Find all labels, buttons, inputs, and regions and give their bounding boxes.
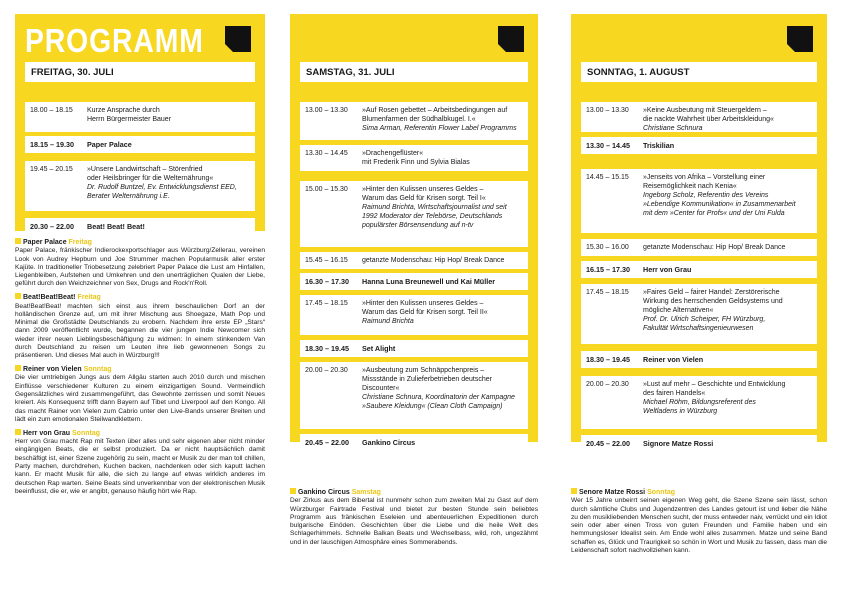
band-name: Reiner von Vielen [23,366,84,374]
schedule-item: »Auf Rosen gebettet – Arbeitsbedingungen auf Blumenfarmen der Südhalbkugel. I.« Sima Arman, Referentin Flower Label Programms [362,107,517,132]
schedule-row [300,295,528,335]
schedule-row [581,261,817,278]
band-description [571,488,827,555]
schedule-row [581,435,817,453]
band-day: Samstag [351,489,381,496]
schedule-time: 18.15 – 19.30 [30,140,74,149]
schedule-item: Kurze Ansprache durch Herrn Bürgermeister Bauer [87,107,172,123]
schedule-time: 20.30 – 22.00 [30,222,74,231]
yellow-square-icon [15,429,21,435]
speaker-info: Raimund Brichta [362,318,414,325]
band-heading [15,293,265,302]
band-heading [15,238,265,247]
corner-mark-icon [225,26,251,52]
schedule-row [25,161,255,211]
schedule-row [300,102,528,140]
band-text: Herr von Grau macht Rap mit Texten über alles und sehr eigenen aber nicht minder eingängigen Beats, die er selbst produziert. Da er nicht hauptsächlich damit beschäftigt ist, einer Szene zugehörig zu sein, macht er Musik zu der man toll chillen, Party machen, durchdrehen, Kuchen backen, nachdenken oder sich kaputt lachen kann. Er macht Musik für alle, die sich zu lange auf etwas wirklich anderes im deutschen Rap warten. Seine Beats sind unverkennbar von der elektronischen Musik beeinflusst, die er, wie er angibt, genauso häufig hört wie Rap. [15,438,265,495]
schedule-time: 15.45 – 16.15 [305,257,348,264]
yellow-square-icon [571,488,577,494]
schedule-time: 17.45 – 18.15 [586,289,629,296]
band-descriptions-col2 [290,488,538,552]
band-description [15,429,265,496]
day-header-friday: FREITAG, 30. JULI [25,62,255,82]
schedule-row [300,340,528,357]
speaker-info: Christiane Schnura, Koordinatorin der Kampagne »Saubere Kleidung« (Clean Cloth Campaign) [362,394,515,410]
schedule-item: »Hinter den Kulissen unseres Geldes – Warum das Geld für Krisen sorgt. Teil II« Raimund Brichta [362,300,488,325]
schedule-time: 18.00 – 18.15 [30,107,73,114]
band-name: Senore Matze Rossi [579,489,648,496]
schedule-item: Hanna Luna Breunewell und Kai Müller [362,277,495,286]
schedule-row [300,181,528,247]
band-day: Sonntag [647,489,676,496]
schedule-item: getanzte Modenschau: Hip Hop/ Break Dance [362,257,505,264]
schedule-item: Gankino Circus [362,438,416,447]
schedule-item: Reiner von Vielen [643,355,704,364]
band-text: Beat!Beat!Beat! machten sich einst aus ihrem beschaulichen Dorf an der holländischen Grenze auf, um mit ihrer Mischung aus Shoegaze, Math Pop und Minimal die Großstädte Deutschlands zu erobern. Nachdem ihre erste EP „Stars“ dann 2009 veröffentlicht wurde, begannen die vier jungen Indie Newcomer sich wieder ihrer neuen Lieblingsbeschäftigung zu widmen: In einem stinkendem Van durch Deutschland zu reisen um Leuten ihre lieb gewonnenen Songs zu präsentieren. Und dieses Mal auch in Würzburg!!! [15,302,265,360]
schedule-time: 20.00 – 20.30 [586,381,629,388]
speaker-info: Christiane Schnura [643,125,703,132]
band-description [15,365,265,424]
band-name: Herr von Grau [23,429,73,437]
schedule-item: »Unsere Landwirtschaft – Störenfried oder Heilsbringer für die Welternährung« Dr. Rudolf Buntzel, Ev. Entwicklungsdienst EED, Berater Welternährung i.E. [87,166,237,200]
saturday-panel [290,14,538,447]
speaker-info: Sima Arman, Referentin Flower Label Programms [362,125,517,132]
schedule-row [300,145,528,171]
band-descriptions-col1 [15,238,265,501]
schedule-item: Set Alight [362,344,396,353]
schedule-item: Beat! Beat! Beat! [87,222,145,231]
friday-panel [15,14,265,231]
schedule-item: Paper Palace [87,140,132,149]
yellow-square-icon [290,488,296,494]
schedule-row [300,273,528,290]
speaker-info: Raimund Brichta, Wirtschaftsjournalist und seit 1992 Moderator der Telebörse, Deutschlands populärster Börsensendung auf n-tv [362,204,507,229]
schedule-time: 13.30 – 14.45 [586,141,630,150]
schedule-time: 17.45 – 18.15 [305,300,348,307]
schedule-item: »Jenseits von Afrika – Vorstellung einer Reisemöglichkeit nach Kenia« Ingeborg Scholz, Referentin des Vereins »Lebendige Kommunikation« in Zusammenarbeit mit dem »Center for Profs« und der Uni Fulda [643,174,796,217]
schedule-row [581,102,817,132]
band-text: Wer 15 Jahre unbeirrt seinen eigenen Weg geht, die Szene Szene sein lässt, schon durch sämtliche Clubs und Jugendzentren des Landes getourt ist und lieber die Nähe zu den musikliebenden Menschen sucht, der muss entweder naiv, verrückt und ein Idiot sein oder aber einen Tross von guten Freunden und Familie haben und ein hemmungsloser Idealist sein. Am Ende wohl alles zusammen. Matze und seine Band schaffen es, Glück und Traurigkeit so schön in Wort und Musik zu fassen, dass man die Leidenschaft sofort nachvollziehen kann. [571,497,827,555]
schedule-row [581,169,817,233]
schedule-time: 13.00 – 13.30 [305,107,348,114]
speaker-info: Dr. Rudolf Buntzel, Ev. Entwicklungsdienst EED, Berater Welternährung i.E. [87,184,237,200]
band-description [290,488,538,547]
speaker-info: Michael Röhm, Bildungsreferent des Weltladens in Würzburg [643,399,756,415]
schedule-row [25,136,255,153]
band-name: Gankino Circus [298,489,352,496]
schedule-row [581,351,817,368]
schedule-time: 20.45 – 22.00 [586,439,630,448]
speaker-info: Prof. Dr. Ulrich Scheiper, FH Würzburg, Fakultät Wirtschaftsingenieurwesen [643,316,766,332]
schedule-time: 13.00 – 13.30 [586,107,629,114]
schedule-row [300,434,528,452]
schedule-row [581,284,817,344]
band-heading [15,429,265,438]
band-description [15,293,265,360]
schedule-time: 16.30 – 17.30 [305,277,349,286]
band-name: Paper Palace [23,239,69,246]
band-day: Freitag [68,239,92,246]
yellow-square-icon [15,238,21,244]
schedule-time: 13.30 – 14.45 [305,150,348,157]
schedule-row [581,376,817,429]
schedule-time: 19.45 – 20.15 [30,166,73,173]
band-heading [15,365,265,374]
schedule-row [25,102,255,132]
schedule-time: 20.45 – 22.00 [305,438,349,447]
schedule-item: »Drachengeflüster« mit Frederik Finn und Sylvia Bialas [362,150,470,166]
schedule-item: Triskilian [643,141,675,150]
schedule-row [25,218,255,236]
schedule-item: »Faires Geld – fairer Handel: Zerstörerische Wirkung des herrschenden Geldsystems und mögliche Alternativen« Prof. Dr. Ulrich Scheiper, FH Würzburg, Fakultät Wirtschaftsingenieurwesen [643,289,783,332]
schedule-row [581,239,817,256]
schedule-row [300,362,528,429]
yellow-square-icon [15,365,21,371]
schedule-item: Herr von Grau [643,265,692,274]
band-text: Der Zirkus aus dem Bibertal ist nunmehr schon zum zweiten Mal zu Gast auf dem Würzburger Fairtrade Festival und bietet zur besten Stunde sein beliebtes Programm aus fränkischen Eseleien und abenteuerlichen Expeditionen durch bulgarische Einöden. Geschichten über die Liebe und die heile Welt des Schlagerhimmels. Schnelle Balkan Beats und Wechselbass, wild, roh, ungezähmt und in der lauschigen Atmosphäre eines Sommerabends. [290,497,538,546]
band-descriptions-col3 [571,488,827,560]
schedule-item: »Ausbeutung zum Schnäppchenpreis – Missstände in Zulieferbetrieben deutscher Discounter« Christiane Schnura, Koordinatorin der Kampagne »Saubere Kleidung« (Clean Cloth Campaign) [362,367,515,410]
schedule-time: 15.00 – 15.30 [305,186,348,193]
sunday-panel [571,14,827,448]
yellow-square-icon [15,293,21,299]
day-header-saturday: SAMSTAG, 31. JULI [300,62,528,82]
day-header-sunday: SONNTAG, 1. AUGUST [581,62,817,82]
schedule-time: 16.15 – 17.30 [586,265,630,274]
schedule-row [300,252,528,269]
corner-mark-icon [498,26,524,52]
band-day: Sonntag [72,429,101,437]
page-title: PROGRAMM [25,22,204,59]
schedule-item: »Keine Ausbeutung mit Steuergeldern – die nackte Wahrheit über Arbeitskleidung« Christiane Schnura [643,107,774,132]
band-heading [571,488,827,497]
schedule-time: 14.45 – 15.15 [586,174,629,181]
schedule-item: »Lust auf mehr – Geschichte und Entwicklung des fairen Handels« Michael Röhm, Bildungsreferent des Weltladens in Würzburg [643,381,786,415]
band-description [15,238,265,289]
corner-mark-icon [787,26,813,52]
band-text: Die vier umtriebigen Jungs aus dem Allgäu starten auch 2010 durch und mischen Einflüsse verschiedener Kulturen zu einem einzigartigen Sound. Vermeindlich Gegensätzliches wird zusammengeführt, das Gewohnte zerrissen und somit Neues kreiert. Als Konsequenz trifft dann Bayern auf Tibet und Liverpool auf den Kongo. All das macht Rainer von Vielen zum Cabrio unter den Live-Bands unserer Breiten und lädt ein zum emotionalen Steilwandklettern. [15,374,265,423]
speaker-info: Ingeborg Scholz, Referentin des Vereins »Lebendige Kommunikation« in Zusammenarbeit mit dem »Center for Profs« und der Uni Fulda [643,192,796,217]
band-text: Paper Palace, fränkischer Indierockexportschlager aus Würzburg/Zellerau, vereinen Look von Audrey Hepburn und Joe Strummer machen Popularmusik aller erster Kajüte. In traditioneller Triobesetzung zelebriert Paper Palace die Lust am Hinfallen, Liegenbleiben, Aufstehen und Umkehren und den unerträglichen Qualen der Liebe, geführt durch den Weichzeichner von Sex, Drugs and Rock'n'Roll. [15,247,265,288]
schedule-time: 20.00 – 20.30 [305,367,348,374]
schedule-item: getanzte Modenschau: Hip Hop/ Break Dance [643,244,786,251]
band-name: Beat!Beat!Beat! [23,294,78,302]
schedule-row [581,137,817,154]
band-day: Sonntag [83,366,112,374]
band-day: Freitag [77,294,101,302]
schedule-item: Signore Matze Rossi [643,439,714,448]
schedule-time: 15.30 – 16.00 [586,244,629,251]
schedule-item: »Hinter den Kulissen unseres Geldes – Warum das Geld für Krisen sorgt. Teil I« Raimund Brichta, Wirtschaftsjournalist und seit 1992 Moderator der Telebörse, Deutschlands populärster Börsensendung auf n-tv [362,186,507,229]
band-heading [290,488,538,497]
schedule-time: 18.30 – 19.45 [305,344,349,353]
schedule-time: 18.30 – 19.45 [586,355,630,364]
